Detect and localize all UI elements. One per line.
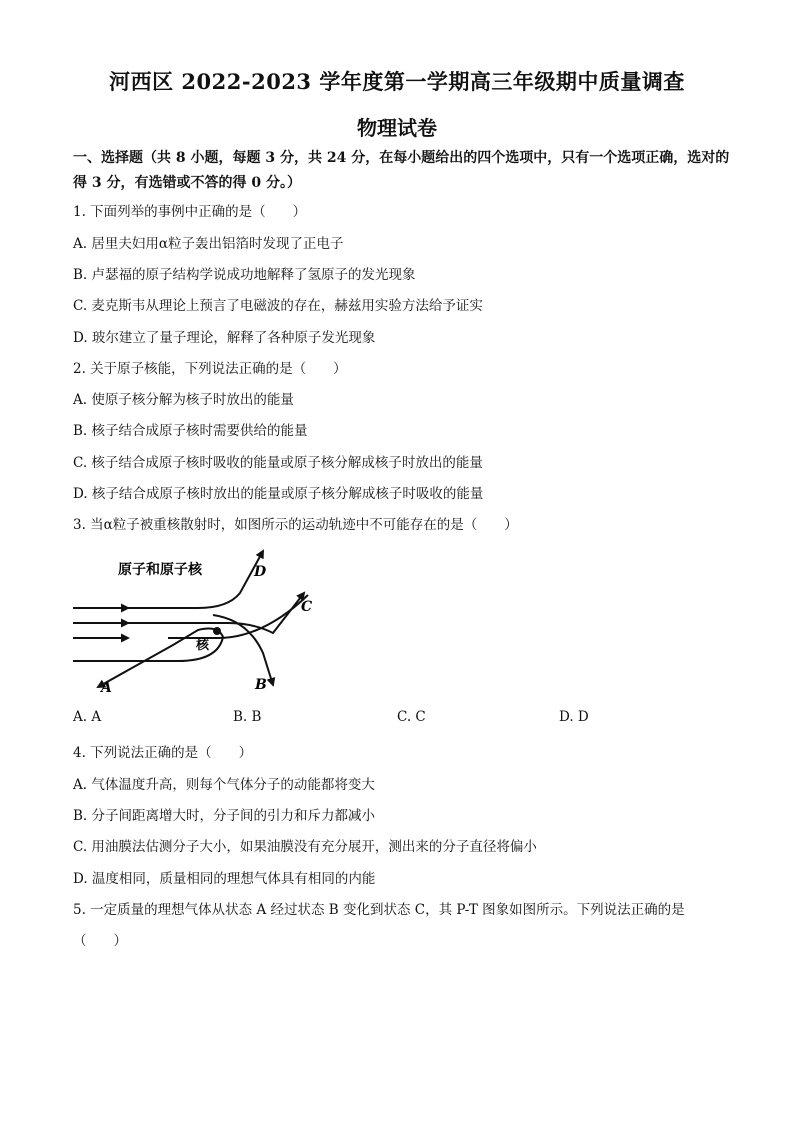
q5-stem-continued: （ ） [73, 933, 127, 949]
q1-option-d: D. 玻尔建立了量子理论，解释了各种原子发光现象 [73, 330, 376, 346]
exam-subtitle: 物理试卷 [357, 116, 437, 140]
label-a: A [101, 680, 112, 696]
alpha-scattering-figure [68, 545, 330, 698]
scattering-diagram [68, 545, 330, 698]
q4-stem: 4. 下列说法正确的是（ ） [73, 745, 253, 761]
q2-stem: 2. 关于原子核能，下列说法正确的是（ ） [73, 361, 347, 377]
trajectory-d [128, 551, 263, 608]
q3-option-a: A. A [73, 709, 102, 725]
trajectory-b [213, 615, 273, 685]
q1-option-b: B. 卢瑟福的原子结构学说成功地解释了氢原子的发光现象 [73, 267, 416, 283]
figure-title: 原子和原子核 [118, 562, 202, 578]
q4-option-c: C. 用油膜法估测分子大小，如果油膜没有充分展开，测出来的分子直径将偏小 [73, 839, 537, 855]
q4-option-b: B. 分子间距离增大时，分子间的引力和斥力都减小 [73, 808, 376, 824]
q3-option-b: B. B [233, 709, 262, 725]
q2-option-b: B. 核子结合成原子核时需要供给的能量 [73, 423, 308, 439]
nucleus-dot [213, 627, 221, 635]
q4-option-d: D. 温度相同，质量相同的理想气体具有相同的内能 [73, 871, 376, 887]
q5-stem: 5. 一定质量的理想气体从状态 A 经过状态 B 变化到状态 C，其 P-T 图象如图所示。下列说法正确的是 [73, 902, 685, 918]
q1-stem: 1. 下面列举的事例中正确的是（ ） [73, 204, 307, 220]
q3-option-d: D. D [559, 709, 589, 725]
section-heading: 一、选择题（共 8 小题，每题 3 分，共 24 分，在每小题给出的四个选项中，只有一个选项正确，选对的得 3 分，有选错或不答的得 0 分。） [73, 150, 730, 191]
label-d: D [254, 564, 267, 580]
nucleus-label: 核 [196, 638, 210, 653]
q2-option-a: A. 使原子核分解为核子时放出的能量 [73, 392, 294, 408]
q4-option-a: A. 气体温度升高，则每个气体分子的动能都将变大 [73, 777, 375, 793]
q3-options [73, 709, 733, 729]
q3-stem: 3. 当α粒子被重核散射时，如图所示的运动轨迹中不可能存在的是（ ） [73, 517, 518, 533]
q2-option-c: C. 核子结合成原子核时吸收的能量或原子核分解成核子时放出的能量 [73, 455, 483, 471]
q3-option-c: C. C [397, 709, 426, 725]
trajectory-c-part [128, 593, 304, 633]
label-c: C [301, 599, 313, 615]
q1-option-a: A. 居里夫妇用α粒子轰出铝箔时发现了正电子 [73, 236, 344, 252]
exam-title: 河西区 2022-2023 学年度第一学期高三年级期中质量调查 [109, 69, 685, 94]
q2-option-d: D. 核子结合成原子核时放出的能量或原子核分解成核子时吸收的能量 [73, 486, 484, 502]
q1-option-c: C. 麦克斯韦从理论上预言了电磁波的存在，赫兹用实验方法给予证实 [73, 298, 483, 314]
label-b: B [255, 677, 267, 693]
